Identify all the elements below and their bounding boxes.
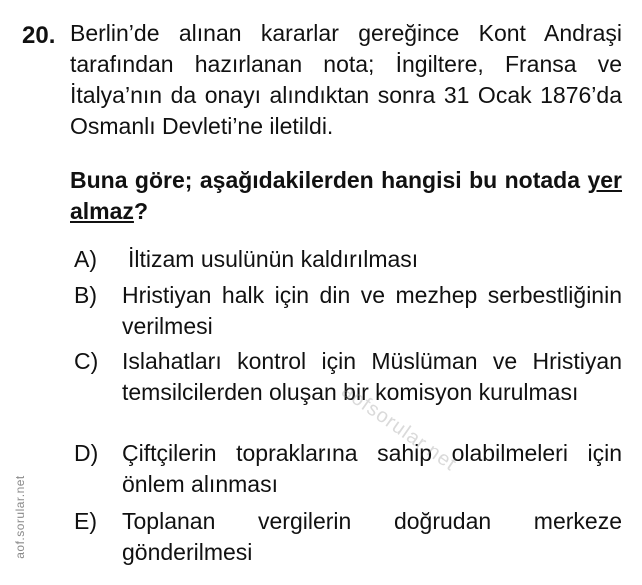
option-b-text: Hristiyan halk için din ve mezhep serbestliğinin verilmesi xyxy=(122,282,622,339)
option-c-text: Islahatları kontrol için Müslüman ve Hristiyan temsilcilerden oluşan bir komisyon kurulması xyxy=(122,348,622,405)
prompt-text: Buna göre; aşağıdakilerden hangisi bu notada xyxy=(70,167,581,193)
diagonal-watermark: aofsorular.net xyxy=(337,380,461,476)
question-stem: Berlin’de alınan kararlar gereğince Kont Andraşi tarafından hazırlanan nota; İngiltere, Fransa ve İtalya’nın da onayı alındıktan sonra 31 Ocak 1876’da Osmanlı Devleti’ne iletildi. xyxy=(70,20,622,139)
option-a[interactable] xyxy=(74,244,622,275)
question-number: 20. xyxy=(22,22,56,49)
option-b[interactable] xyxy=(74,280,622,342)
side-watermark: aof.sorular.net xyxy=(13,475,27,559)
option-a-text: İltizam usulünün kaldırılması xyxy=(128,246,419,272)
option-e[interactable] xyxy=(74,506,622,568)
prompt-question-mark: ? xyxy=(133,198,148,224)
option-a-letter: A) xyxy=(74,246,97,272)
option-b-letter: B) xyxy=(74,282,97,308)
option-c-letter: C) xyxy=(74,348,99,374)
option-d-text: Çiftçilerin topraklarına sahip olabilmeleri için önlem alınması xyxy=(122,440,622,497)
option-e-letter: E) xyxy=(74,508,97,534)
prompt-emphasis: yer almaz xyxy=(70,167,623,224)
option-d-letter: D) xyxy=(74,440,99,466)
option-e-text: Toplanan vergilerin doğrudan merkeze gönderilmesi xyxy=(122,508,622,565)
option-d[interactable] xyxy=(74,438,622,500)
question-prompt xyxy=(70,165,622,227)
